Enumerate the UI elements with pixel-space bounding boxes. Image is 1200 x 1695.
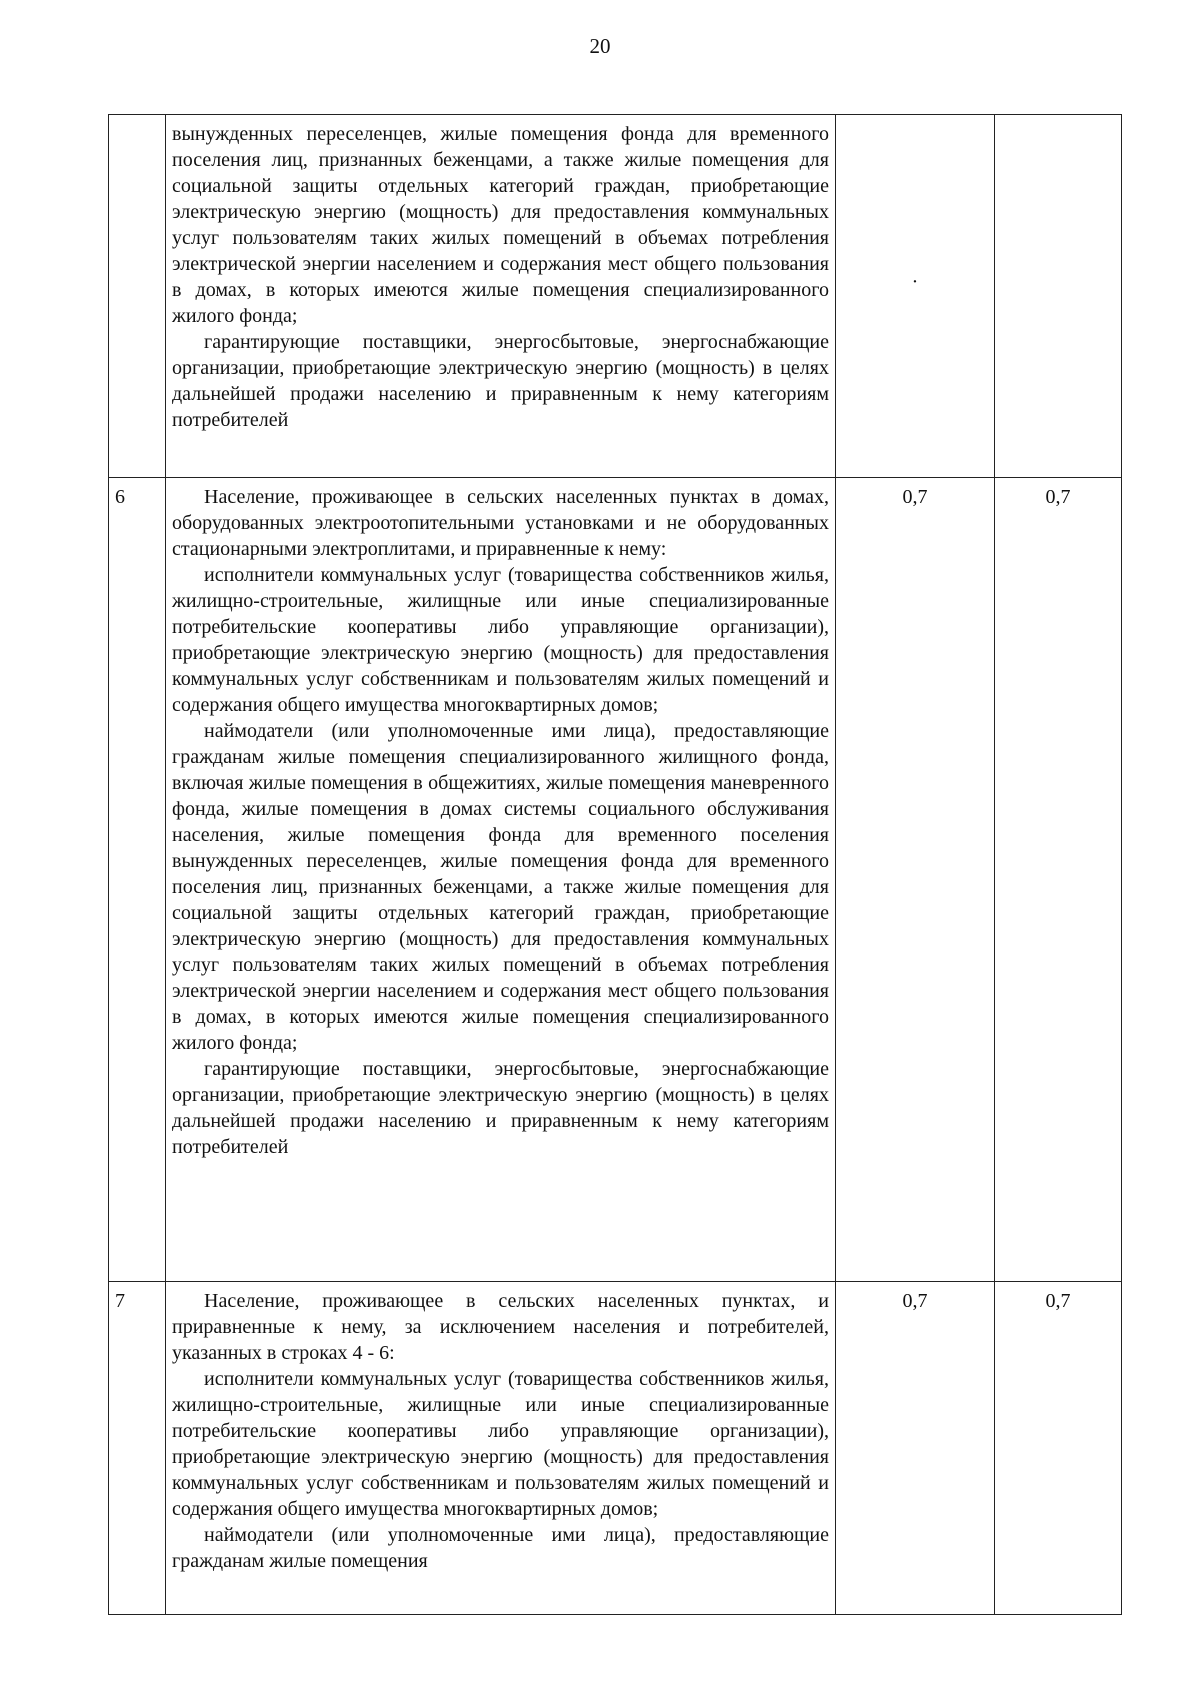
row-description: [166, 478, 836, 1282]
value-mark: ·: [911, 271, 919, 293]
row-description: [166, 1282, 836, 1615]
value-cell-1: 0,7: [836, 1282, 995, 1615]
tariff-table: [108, 114, 1122, 1615]
table-row: [109, 1282, 1122, 1615]
row-paragraph: наймодатели (или уполномоченные ими лица), предоставляющие гражданам жилые помещения специализированного жилищного фонда, включая жилые помещения в общежитиях, жилые помещения маневренного фонда, жилые помещения в домах системы социального обслуживания населения, жилые помещения фонда для временного поселения вынужденных переселенцев, жилые помещения фонда для временного поселения лиц, признанных беженцами, а также жилые помещения для социальной защиты отдельных категорий граждан, приобретающие электрическую энергию (мощность) для предоставления коммунальных услуг пользователям таких жилых помещений в объемах потребления электрической энергии населением и содержания мест общего пользования в домах, в которых имеются жилые помещения специализированного жилого фонда;: [172, 720, 829, 1054]
value-cell-1: [836, 115, 995, 478]
row-paragraph: исполнители коммунальных услуг (товарищества собственников жилья, жилищно-строительные, жилищные или иные специализированные потребительские кооперативы либо управляющие организации), приобретающие электрическую энергию (мощность) для предоставления коммунальных услуг собственникам и пользователям жилых помещений и содержания общего имущества многоквартирных домов;: [172, 564, 829, 716]
page-number: 20: [589, 34, 611, 58]
row-paragraph: исполнители коммунальных услуг (товарищества собственников жилья, жилищно-строительные, жилищные или иные специализированные потребительские кооперативы либо управляющие организации), приобретающие электрическую энергию (мощность) для предоставления коммунальных услуг собственникам и пользователям жилых помещений и содержания общего имущества многоквартирных домов;: [172, 1368, 829, 1520]
row-paragraph: вынужденных переселенцев, жилые помещения фонда для временного поселения лиц, признанных беженцами, а также жилые помещения для социальной защиты отдельных категорий граждан, приобретающие электрическую энергию (мощность) для предоставления коммунальных услуг пользователям таких жилых помещений в объемах потребления электрической энергии населением и содержания мест общего пользования в домах, в которых имеются жилые помещения специализированного жилого фонда;: [172, 123, 829, 327]
value-cell-2: 0,7: [995, 478, 1122, 1282]
table-row: [109, 115, 1122, 478]
row-paragraph: гарантирующие поставщики, энергосбытовые, энергоснабжающие организации, приобретающие электрическую энергию (мощность) в целях дальнейшей продажи населению и приравненным к нему категориям потребителей: [172, 1058, 829, 1158]
value-cell-2: 0,7: [995, 1282, 1122, 1615]
row-description: [166, 115, 836, 478]
table-row: [109, 478, 1122, 1282]
row-paragraph: гарантирующие поставщики, энергосбытовые, энергоснабжающие организации, приобретающие электрическую энергию (мощность) в целях дальнейшей продажи населению и приравненным к нему категориям потребителей: [172, 331, 829, 431]
row-number: 6: [109, 478, 166, 1282]
row-paragraph: Население, проживающее в сельских населенных пунктах в домах, оборудованных электроотопительными установками и не оборудованных стационарными электроплитами, и приравненные к нему:: [172, 486, 829, 560]
row-number: 7: [109, 1282, 166, 1615]
row-paragraph: наймодатели (или уполномоченные ими лица), предоставляющие гражданам жилые помещения: [172, 1524, 829, 1572]
value-cell-1: 0,7: [836, 478, 995, 1282]
row-paragraph: Население, проживающее в сельских населенных пунктах, и приравненные к нему, за исключением населения и потребителей, указанных в строках 4 - 6:: [172, 1290, 829, 1364]
value-cell-2: [995, 115, 1122, 478]
row-number: [109, 115, 166, 478]
